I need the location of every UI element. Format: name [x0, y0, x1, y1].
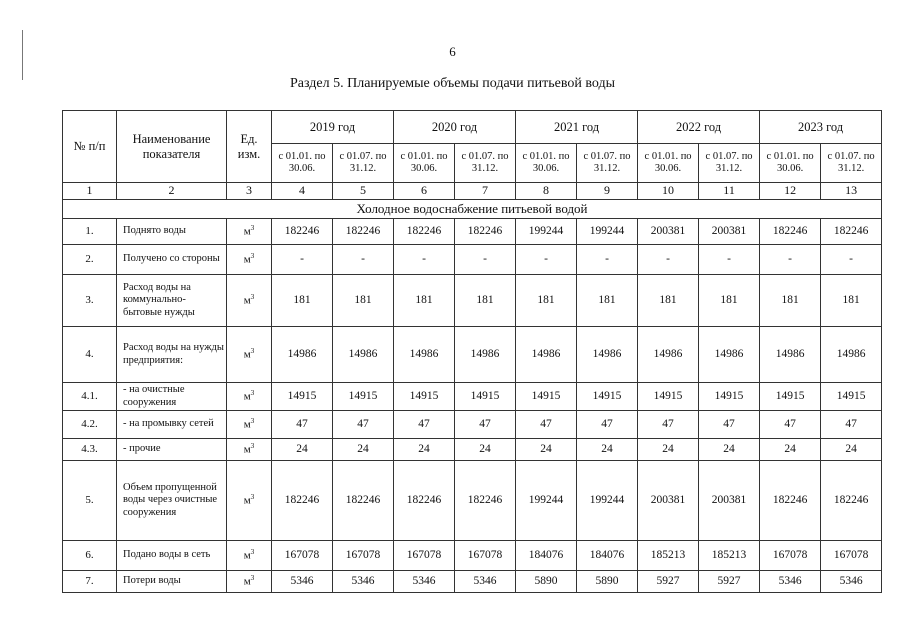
value-cell: 5346 [394, 571, 455, 593]
unit-superscript: 3 [250, 293, 255, 302]
value-cell: 24 [394, 439, 455, 461]
value-cell: 24 [333, 439, 394, 461]
value-cell: 5890 [577, 571, 638, 593]
value-cell: 182246 [455, 461, 516, 541]
indicator-name: - на очистные сооружения [117, 383, 227, 411]
unit-cell [227, 461, 272, 541]
value-cell: 14915 [760, 383, 821, 411]
row-number: 4. [63, 327, 117, 383]
value-cell: 47 [516, 411, 577, 439]
value-cell: 24 [577, 439, 638, 461]
unit-superscript: 3 [250, 417, 255, 426]
value-cell: 199244 [577, 219, 638, 245]
value-cell: 5346 [333, 571, 394, 593]
header-period: с 01.07. по 31.12. [577, 144, 638, 183]
value-cell: 14986 [821, 327, 882, 383]
value-cell: 47 [577, 411, 638, 439]
value-cell: 181 [821, 275, 882, 327]
header-year: 2022 год [638, 111, 760, 144]
header-period: с 01.01. по 30.06. [394, 144, 455, 183]
row-number: 4.2. [63, 411, 117, 439]
value-cell: 14986 [638, 327, 699, 383]
indicator-name: Расход воды на нужды предприятия: [117, 327, 227, 383]
unit-label: м [243, 495, 251, 507]
header-number: № п/п [63, 111, 117, 183]
value-cell: 199244 [577, 461, 638, 541]
group-header-row [63, 200, 882, 219]
unit-superscript: 3 [250, 493, 255, 502]
column-number: 2 [117, 183, 227, 200]
header-period: с 01.01. по 30.06. [760, 144, 821, 183]
value-cell: 200381 [699, 219, 760, 245]
header-period: с 01.01. по 30.06. [638, 144, 699, 183]
unit-cell [227, 245, 272, 275]
value-cell: - [638, 245, 699, 275]
row-number: 6. [63, 541, 117, 571]
value-cell: 14915 [516, 383, 577, 411]
value-cell: 5346 [455, 571, 516, 593]
value-cell: - [821, 245, 882, 275]
column-number: 9 [577, 183, 638, 200]
unit-cell [227, 275, 272, 327]
unit-superscript: 3 [250, 442, 255, 451]
header-period: с 01.07. по 31.12. [333, 144, 394, 183]
unit-label: м [243, 226, 251, 238]
column-number: 8 [516, 183, 577, 200]
value-cell: 47 [333, 411, 394, 439]
value-cell: 182246 [821, 461, 882, 541]
column-number: 12 [760, 183, 821, 200]
value-cell: 167078 [760, 541, 821, 571]
table-row [63, 327, 882, 383]
value-cell: 182246 [272, 461, 333, 541]
value-cell: 182246 [394, 461, 455, 541]
header-year: 2019 год [272, 111, 394, 144]
column-number: 7 [455, 183, 516, 200]
value-cell: 14986 [577, 327, 638, 383]
unit-superscript: 3 [250, 389, 255, 398]
header-year: 2021 год [516, 111, 638, 144]
unit-superscript: 3 [250, 574, 255, 583]
value-cell: 14986 [516, 327, 577, 383]
unit-label: м [243, 550, 251, 562]
value-cell: - [760, 245, 821, 275]
value-cell: 5346 [760, 571, 821, 593]
value-cell: - [333, 245, 394, 275]
value-cell: 181 [577, 275, 638, 327]
value-cell: 14915 [333, 383, 394, 411]
value-cell: 181 [516, 275, 577, 327]
column-number: 3 [227, 183, 272, 200]
value-cell: 14915 [821, 383, 882, 411]
indicator-name: Объем пропущенной воды через очистные сооружения [117, 461, 227, 541]
value-cell: 14915 [455, 383, 516, 411]
row-number: 7. [63, 571, 117, 593]
indicator-name: Поднято воды [117, 219, 227, 245]
row-number: 2. [63, 245, 117, 275]
header-period: с 01.01. по 30.06. [516, 144, 577, 183]
unit-cell [227, 571, 272, 593]
column-number: 5 [333, 183, 394, 200]
value-cell: 24 [760, 439, 821, 461]
value-cell: 200381 [638, 461, 699, 541]
table-body [63, 219, 882, 593]
indicator-name: Расход воды на коммунально-бытовые нужды [117, 275, 227, 327]
value-cell: 14915 [638, 383, 699, 411]
value-cell: 5927 [638, 571, 699, 593]
value-cell: 14986 [394, 327, 455, 383]
value-cell: 185213 [638, 541, 699, 571]
value-cell: - [699, 245, 760, 275]
value-cell: 182246 [272, 219, 333, 245]
value-cell: 167078 [272, 541, 333, 571]
row-number: 3. [63, 275, 117, 327]
value-cell: 182246 [333, 461, 394, 541]
value-cell: 182246 [455, 219, 516, 245]
table-row [63, 541, 882, 571]
value-cell: 5346 [272, 571, 333, 593]
unit-cell [227, 439, 272, 461]
value-cell: 182246 [760, 219, 821, 245]
value-cell: 24 [638, 439, 699, 461]
value-cell: 14986 [333, 327, 394, 383]
indicator-name: - прочие [117, 439, 227, 461]
value-cell: 14986 [455, 327, 516, 383]
header-period: с 01.07. по 31.12. [455, 144, 516, 183]
unit-superscript: 3 [250, 548, 255, 557]
value-cell: 199244 [516, 219, 577, 245]
value-cell: 5927 [699, 571, 760, 593]
value-cell: - [577, 245, 638, 275]
value-cell: 47 [272, 411, 333, 439]
table-row [63, 461, 882, 541]
value-cell: 181 [333, 275, 394, 327]
table-row [63, 383, 882, 411]
value-cell: - [516, 245, 577, 275]
row-number: 4.1. [63, 383, 117, 411]
value-cell: - [455, 245, 516, 275]
header-period: с 01.01. по 30.06. [272, 144, 333, 183]
value-cell: 181 [760, 275, 821, 327]
header-year: 2020 год [394, 111, 516, 144]
unit-cell [227, 541, 272, 571]
column-number: 6 [394, 183, 455, 200]
column-number: 11 [699, 183, 760, 200]
column-number: 10 [638, 183, 699, 200]
column-number: 13 [821, 183, 882, 200]
column-number: 1 [63, 183, 117, 200]
unit-superscript: 3 [250, 224, 255, 233]
unit-superscript: 3 [250, 252, 255, 261]
unit-label: м [243, 295, 251, 307]
value-cell: 167078 [333, 541, 394, 571]
unit-cell [227, 411, 272, 439]
value-cell: 181 [394, 275, 455, 327]
value-cell: 24 [516, 439, 577, 461]
indicator-name: Подано воды в сеть [117, 541, 227, 571]
value-cell: 181 [699, 275, 760, 327]
column-number: 4 [272, 183, 333, 200]
water-supply-table [62, 110, 882, 593]
value-cell: 14915 [577, 383, 638, 411]
value-cell: 24 [272, 439, 333, 461]
value-cell: 181 [638, 275, 699, 327]
value-cell: 5890 [516, 571, 577, 593]
table-row [63, 245, 882, 275]
value-cell: 167078 [455, 541, 516, 571]
value-cell: 181 [455, 275, 516, 327]
value-cell: 47 [699, 411, 760, 439]
table-row [63, 219, 882, 245]
value-cell: 185213 [699, 541, 760, 571]
value-cell: 47 [821, 411, 882, 439]
unit-label: м [243, 444, 251, 456]
value-cell: 14986 [760, 327, 821, 383]
unit-label: м [243, 576, 251, 588]
indicator-name: Потери воды [117, 571, 227, 593]
row-number: 1. [63, 219, 117, 245]
value-cell: 182246 [333, 219, 394, 245]
value-cell: 5346 [821, 571, 882, 593]
value-cell: 167078 [821, 541, 882, 571]
indicator-name: Получено со стороны [117, 245, 227, 275]
value-cell: - [272, 245, 333, 275]
table-row [63, 439, 882, 461]
header-row-years [63, 111, 882, 144]
value-cell: 47 [455, 411, 516, 439]
value-cell: 181 [272, 275, 333, 327]
value-cell: 47 [760, 411, 821, 439]
value-cell: 47 [394, 411, 455, 439]
header-period: с 01.07. по 31.12. [699, 144, 760, 183]
header-period: с 01.07. по 31.12. [821, 144, 882, 183]
value-cell: 184076 [516, 541, 577, 571]
row-number: 4.3. [63, 439, 117, 461]
unit-label: м [243, 349, 251, 361]
unit-superscript: 3 [250, 347, 255, 356]
value-cell: 167078 [394, 541, 455, 571]
header-year: 2023 год [760, 111, 882, 144]
value-cell: 182246 [821, 219, 882, 245]
unit-cell [227, 219, 272, 245]
indicator-name: - на промывку сетей [117, 411, 227, 439]
row-number: 5. [63, 461, 117, 541]
value-cell: 14915 [699, 383, 760, 411]
value-cell: 14915 [394, 383, 455, 411]
group-title: Холодное водоснабжение питьевой водой [63, 200, 882, 219]
value-cell: 182246 [394, 219, 455, 245]
value-cell: 14915 [272, 383, 333, 411]
value-cell: 200381 [699, 461, 760, 541]
value-cell: 47 [638, 411, 699, 439]
column-number-row [63, 183, 882, 200]
unit-cell [227, 383, 272, 411]
value-cell: 182246 [760, 461, 821, 541]
table-row [63, 411, 882, 439]
unit-label: м [243, 391, 251, 403]
header-unit: Ед. изм. [227, 111, 272, 183]
value-cell: 24 [699, 439, 760, 461]
value-cell: 14986 [272, 327, 333, 383]
value-cell: 14986 [699, 327, 760, 383]
page-number: 6 [449, 44, 456, 59]
value-cell: 200381 [638, 219, 699, 245]
value-cell: 199244 [516, 461, 577, 541]
table-row [63, 571, 882, 593]
unit-label: м [243, 419, 251, 431]
section-title: Раздел 5. Планируемые объемы подачи питьевой воды [290, 76, 615, 91]
value-cell: - [394, 245, 455, 275]
value-cell: 184076 [577, 541, 638, 571]
unit-cell [227, 327, 272, 383]
header-name: Наименование показателя [117, 111, 227, 183]
table-row [63, 275, 882, 327]
unit-label: м [243, 254, 251, 266]
value-cell: 24 [821, 439, 882, 461]
value-cell: 24 [455, 439, 516, 461]
